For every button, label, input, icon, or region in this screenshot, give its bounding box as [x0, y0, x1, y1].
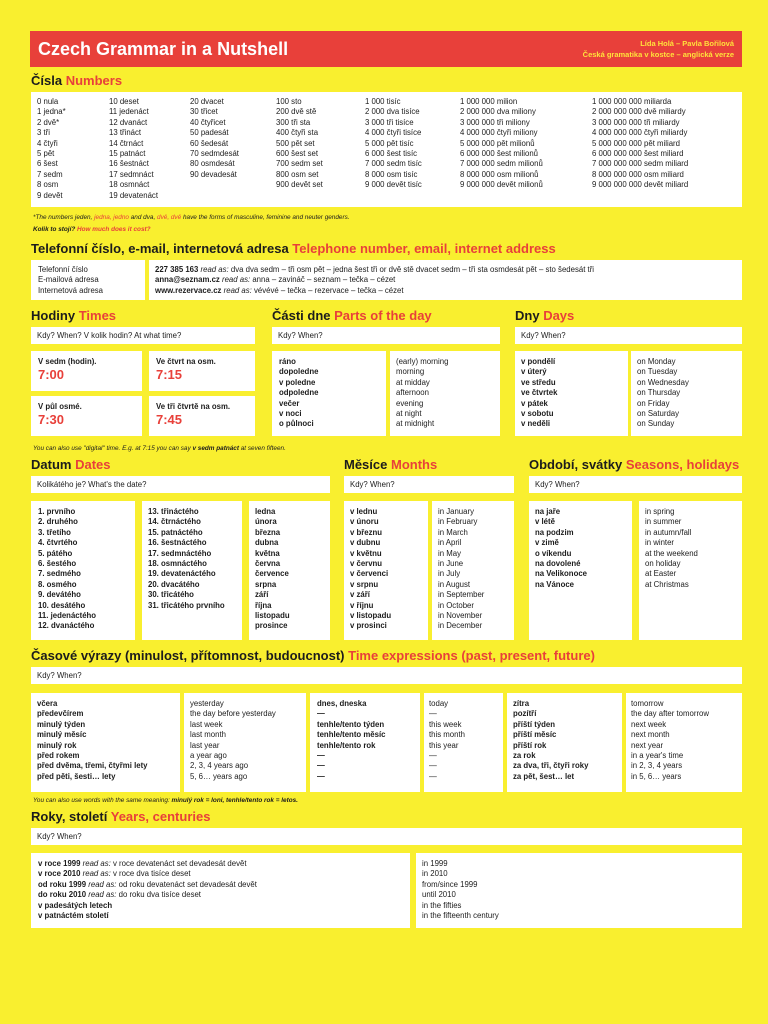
list-item: 50 padesát	[190, 128, 229, 138]
list-item: on Saturday	[637, 409, 680, 419]
list-item: v prosinci	[350, 621, 387, 631]
list-item: 300 tři sta	[276, 117, 311, 127]
list-item: 18 osmnáct	[109, 180, 150, 190]
list-item: Telefonní číslo	[38, 265, 88, 274]
list-item: E-mailová adresa	[38, 275, 99, 285]
list-item: 8. osmého	[38, 579, 77, 589]
list-item: v září	[350, 590, 370, 600]
list-item: září	[255, 590, 269, 600]
dates-col-months	[249, 501, 330, 640]
list-item: 9 000 devět tisíc	[365, 180, 422, 190]
list-item: 200 dvě stě	[276, 107, 317, 117]
list-item: 5. pátého	[38, 548, 73, 558]
list-item: 19 devatenáct	[109, 190, 158, 200]
list-item: on Wednesday	[637, 377, 689, 387]
list-item: 2, 3, 4 years ago	[190, 761, 249, 771]
times-digital-note: You can also use "digital" time. E.g. at 7:15 you can say v sedm patnáct at seven fifteen.	[33, 445, 286, 452]
list-item: 14. čtrnáctého	[148, 517, 201, 527]
list-item: minulý měsíc	[37, 730, 87, 740]
list-item: 6 000 000 šest milionů	[460, 149, 539, 159]
list-item: 8 000 000 000 osm miliard	[592, 169, 684, 179]
phone-examples	[149, 260, 742, 300]
list-item: last year	[190, 740, 220, 750]
list-item: 18. osmnáctého	[148, 559, 207, 569]
example-row: 227 385 163 read as: dva dva sedm – tři osm pět – jedna šest tři or dvě stě dvacet sedm – tři sta osmdesát pět – sto šedesát tři	[155, 265, 595, 274]
list-item: 5 pět	[37, 149, 55, 159]
list-item: ve středu	[521, 377, 556, 387]
list-item: morning	[396, 367, 425, 377]
list-item: pozítří	[513, 709, 537, 719]
list-item: 11 jedenáct	[109, 107, 149, 117]
list-item: in February	[438, 517, 478, 527]
list-item: the day before yesterday	[190, 709, 276, 719]
list-item: prosince	[255, 621, 288, 631]
list-item: 12 dvanáct	[109, 117, 148, 127]
example-row: v padesátých letech	[38, 900, 113, 910]
list-item: večer	[279, 398, 300, 408]
page-title: Czech Grammar in a Nutshell	[38, 38, 289, 59]
list-item: next month	[631, 730, 670, 740]
list-item: at the weekend	[645, 548, 698, 558]
list-item: 9. devátého	[38, 590, 81, 600]
numbers-heading: Čísla Numbers	[31, 73, 123, 88]
seasons-question: Kdy? When?	[529, 476, 742, 493]
list-item: 14 čtrnáct	[109, 138, 144, 148]
list-item: 70 sedmdesát	[190, 149, 239, 159]
list-item: 30. třicátého	[148, 590, 194, 600]
list-item: v únoru	[350, 517, 379, 527]
author-block	[583, 38, 734, 60]
list-item: června	[255, 559, 281, 569]
list-item: in October	[438, 600, 474, 610]
list-item: před rokem	[37, 751, 80, 761]
months-heading: Měsíce Months	[344, 457, 438, 472]
list-item: in summer	[645, 517, 682, 527]
list-item: 2 000 dva tisíce	[365, 107, 420, 117]
list-item: v dubnu	[350, 538, 381, 548]
list-item: —	[317, 761, 325, 771]
list-item: 13. třináctého	[148, 507, 199, 516]
list-item: in November	[438, 611, 483, 621]
time-cell-715: Ve čtvrt na osm. 7:15	[149, 351, 255, 391]
list-item: 40 čtyřicet	[190, 117, 226, 127]
numbers-table	[31, 92, 742, 207]
list-item: 2 dvě*	[37, 117, 60, 127]
list-item: 17 sedmnáct	[109, 169, 154, 179]
list-item: 4 000 000 čtyři miliony	[460, 128, 538, 138]
list-item: v březnu	[350, 527, 383, 537]
example-row: do roku 2010 read as: do roku dva tisíce deset	[38, 890, 201, 900]
list-item: 16 šestnáct	[109, 159, 149, 169]
list-item: v poledne	[279, 377, 316, 387]
list-item: února	[255, 517, 277, 527]
list-item: a year ago	[190, 751, 227, 761]
list-item: v pondělí	[521, 357, 556, 366]
parts-heading: Části dne Parts of the day	[272, 308, 432, 323]
list-item: —	[429, 709, 437, 719]
list-item: před pěti, šesti… lety	[37, 771, 116, 781]
years-rows	[38, 859, 257, 921]
list-item: in January	[438, 507, 474, 516]
parts-question: Kdy? When?	[272, 327, 500, 344]
list-item: 8 000 osm tisíc	[365, 169, 418, 179]
seasons-en	[639, 501, 742, 640]
list-item: 20. dvacátého	[148, 579, 200, 589]
list-item: na jaře	[535, 507, 561, 516]
list-item: na podzim	[535, 527, 574, 537]
list-item: tenhle/tento rok	[317, 740, 376, 750]
list-item: května	[255, 548, 280, 558]
list-item: 0 nula	[37, 97, 59, 106]
list-item: předevčírem	[37, 709, 84, 719]
list-item: 400 čtyři sta	[276, 128, 319, 138]
list-item: in July	[438, 569, 461, 579]
phone-rows	[155, 265, 594, 296]
list-item: 4 000 čtyři tisíce	[365, 128, 422, 138]
list-item: dubna	[255, 538, 279, 548]
numbers-col-tens	[190, 97, 239, 180]
list-item: na Vánoce	[535, 579, 574, 589]
list-item: at Christmas	[645, 579, 689, 589]
list-item: 7. sedmého	[38, 569, 81, 579]
list-item: tenhle/tento měsíc	[317, 730, 386, 740]
list-item: příští rok	[513, 740, 547, 750]
list-item: 7 000 sedm tisíc	[365, 159, 422, 169]
list-item: 5 000 000 pět milionů	[460, 138, 535, 148]
example-row: www.rezervace.cz read as: vévévé – tečka – rezervace – tečka – cézet	[155, 285, 404, 295]
list-item: in 2010	[422, 869, 448, 879]
list-item: in winter	[645, 538, 675, 548]
list-item: today	[429, 699, 449, 708]
time-cell-700: V sedm (hodin). 7:00	[31, 351, 142, 391]
seasons-cz	[529, 501, 632, 640]
list-item: 2 000 000 000 dvě miliardy	[592, 107, 686, 117]
example-row: v patnáctém století	[38, 911, 109, 921]
list-item: 700 sedm set	[276, 159, 323, 169]
list-item: in June	[438, 559, 464, 569]
list-item: in spring	[645, 507, 675, 516]
list-item: 7 000 000 000 sedm miliard	[592, 159, 689, 169]
numbers-col-hundreds	[276, 97, 323, 191]
years-cz	[31, 853, 410, 928]
expr-future-cz	[507, 693, 622, 792]
list-item: v listopadu	[350, 611, 392, 621]
expr-future-en	[626, 693, 742, 792]
list-item: in March	[438, 527, 468, 537]
list-item: —	[429, 761, 437, 771]
months-en	[432, 501, 514, 640]
numbers-gender-note: *The numbers jeden, jedna, jedno and dva, dvě, dvě have the forms of masculine, feminine and neuter genders.	[33, 214, 350, 221]
list-item: 6. šestého	[38, 559, 77, 569]
list-item: 3 000 tři tisíce	[365, 117, 414, 127]
times-question: Kdy? When? V kolik hodin? At what time?	[31, 327, 255, 344]
list-item: afternoon	[396, 388, 429, 398]
list-item: 2 000 000 dva miliony	[460, 107, 536, 117]
list-item: 5, 6… years ago	[190, 771, 248, 781]
list-item: za dva, tři, čtyři roky	[513, 761, 589, 771]
list-item: 17. sedmnáctého	[148, 548, 212, 558]
list-item: on Thursday	[637, 388, 681, 398]
list-item: at midnight	[396, 419, 435, 429]
list-item: in autumn/fall	[645, 527, 692, 537]
list-item: v úterý	[521, 367, 547, 377]
list-item: 3 tři	[37, 128, 50, 138]
list-item: 3 000 000 000 tři miliardy	[592, 117, 680, 127]
list-item: listopadu	[255, 611, 290, 621]
expr-present-cz	[310, 693, 420, 792]
numbers-col-billions	[592, 97, 688, 191]
dates-question: Kolikátého je? What's the date?	[31, 476, 330, 493]
times-heading: Hodiny Times	[31, 308, 117, 323]
dates-heading: Datum Dates	[31, 457, 111, 472]
list-item: in April	[438, 538, 462, 548]
list-item: 13 třináct	[109, 128, 142, 138]
book-subtitle: Česká gramatika v kostce – anglická verze	[582, 50, 734, 59]
list-item: 1. prvního	[38, 507, 76, 516]
list-item: 8 osm	[37, 180, 59, 190]
list-item: 31. třicátého prvního	[148, 600, 225, 610]
list-item: v květnu	[350, 548, 382, 558]
list-item: 12. dvanáctého	[38, 621, 95, 631]
days-question: Kdy? When?	[515, 327, 742, 344]
list-item: in August	[438, 579, 471, 589]
list-item: na dovolené	[535, 559, 581, 569]
list-item: příští týden	[513, 719, 556, 729]
months-question: Kdy? When?	[344, 476, 514, 493]
list-item: 6 000 000 000 šest miliard	[592, 149, 684, 159]
list-item: v červnu	[350, 559, 383, 569]
list-item: this month	[429, 730, 465, 740]
list-item: srpna	[255, 579, 277, 589]
list-item: v zimě	[535, 538, 559, 548]
list-item: tenhle/tento týden	[317, 719, 385, 729]
list-item: in a year's time	[631, 751, 684, 761]
list-item: 19. devatenáctého	[148, 569, 216, 579]
list-item: ráno	[279, 357, 296, 366]
list-item: 1 jedna*	[37, 107, 66, 117]
list-item: last week	[190, 719, 223, 729]
list-item: v noci	[279, 409, 302, 419]
seasons-heading: Období, svátky Seasons, holidays	[529, 457, 740, 472]
phone-labels	[31, 260, 145, 300]
list-item: in the fifteenth century	[422, 911, 499, 921]
dates-col-1	[31, 501, 135, 640]
list-item: 10 deset	[109, 97, 139, 106]
list-item: from/since 1999	[422, 879, 478, 889]
expr-note: You can also use words with the same meaning: minulý rok = loni, tenhle/tento rok = letos.	[33, 797, 298, 804]
list-item: zítra	[513, 699, 530, 708]
list-item: minulý týden	[37, 719, 86, 729]
list-item: 600 šest set	[276, 149, 319, 159]
expr-present-en	[424, 693, 503, 792]
list-item: v říjnu	[350, 600, 374, 610]
list-item: 7 000 000 sedm milionů	[460, 159, 543, 169]
list-item: 90 devadesát	[190, 169, 237, 179]
list-item: 6 šest	[37, 159, 58, 169]
list-item: včera	[37, 699, 58, 708]
example-row: v roce 2010 read as: v roce dva tisíce deset	[38, 869, 191, 879]
list-item: 4 000 000 000 čtyři miliardy	[592, 128, 688, 138]
list-item: března	[255, 527, 281, 537]
list-item: dopoledne	[279, 367, 319, 377]
list-item: 7 sedm	[37, 169, 63, 179]
list-item: příští měsíc	[513, 730, 557, 740]
list-item: on Monday	[637, 357, 676, 366]
list-item: 800 osm set	[276, 169, 319, 179]
list-item: 80 osmdesát	[190, 159, 235, 169]
list-item: in September	[438, 590, 485, 600]
list-item: 3 000 000 tři miliony	[460, 117, 530, 127]
expr-heading: Časové výrazy (minulost, přítomnost, budoucnost) Time expressions (past, present, future)	[31, 648, 595, 663]
parts-cz	[272, 351, 386, 436]
list-item: před dvěma, třemi, čtyřmi lety	[37, 761, 148, 771]
list-item: 4. čtvrtého	[38, 538, 78, 548]
list-item: last month	[190, 730, 226, 740]
list-item: on Friday	[637, 398, 670, 408]
years-question: Kdy? When?	[31, 828, 742, 845]
list-item: the day after tomorrow	[631, 709, 710, 719]
list-item: 9 000 000 devět milionů	[460, 180, 543, 190]
example-row: v roce 1999 read as: v roce devatenáct set devadesát devět	[38, 859, 247, 868]
list-item: next week	[631, 719, 667, 729]
list-item: this year	[429, 740, 459, 750]
parts-en	[390, 351, 500, 436]
list-item: —	[317, 771, 325, 781]
list-item: na Velikonoce	[535, 569, 588, 579]
list-item: v srpnu	[350, 579, 379, 589]
expr-question: Kdy? When?	[31, 667, 742, 684]
list-item: odpoledne	[279, 388, 319, 398]
phone-heading: Telefonní číslo, e-mail, internetová adresa Telephone number, email, internet address	[31, 241, 556, 256]
cost-question: Kolik to stojí? How much does it cost?	[33, 226, 151, 233]
authors: Lída Holá – Pavla Bořilová	[640, 39, 734, 48]
list-item: 11. jedenáctého	[38, 611, 97, 621]
list-item: 16. šestnáctého	[148, 538, 207, 548]
list-item: července	[255, 569, 289, 579]
days-en	[631, 351, 742, 436]
list-item: —	[317, 709, 325, 719]
list-item: Internetová adresa	[38, 285, 104, 295]
list-item: at midday	[396, 377, 430, 387]
years-heading: Roky, století Years, centuries	[31, 809, 211, 824]
list-item: v neděli	[521, 419, 551, 429]
list-item: v pátek	[521, 398, 548, 408]
list-item: za pět, šest… let	[513, 771, 575, 781]
list-item: 900 devět set	[276, 180, 323, 190]
list-item: on Sunday	[637, 419, 675, 429]
list-item: v sobotu	[521, 409, 554, 419]
list-item: this week	[429, 719, 462, 729]
list-item: in December	[438, 621, 483, 631]
dates-col-2	[142, 501, 242, 640]
list-item: 2. druhého	[38, 517, 78, 527]
example-row: od roku 1999 read as: od roku devatenáct set devadesát devět	[38, 879, 257, 889]
list-item: 100 sto	[276, 97, 302, 106]
list-item: 1 000 000 milion	[460, 97, 518, 106]
list-item: 1 000 000 000 miliarda	[592, 97, 672, 106]
list-item: until 2010	[422, 890, 456, 900]
list-item: v létě	[535, 517, 555, 527]
list-item: 5 000 000 000 pět miliard	[592, 138, 680, 148]
list-item: in 1999	[422, 859, 448, 868]
list-item: at night	[396, 409, 422, 419]
list-item: minulý rok	[37, 740, 77, 750]
expr-past-en	[184, 693, 306, 792]
list-item: in the fifties	[422, 900, 462, 910]
years-en	[416, 853, 742, 928]
list-item: in 5, 6… years	[631, 771, 682, 781]
list-item: tomorrow	[631, 699, 664, 708]
list-item: ledna	[255, 507, 276, 516]
title-banner	[30, 31, 742, 67]
list-item: 10. desátého	[38, 600, 86, 610]
time-cell-745: Ve tři čtvrtě na osm. 7:45	[149, 396, 255, 436]
list-item: on holiday	[645, 559, 681, 569]
list-item: 4 čtyři	[37, 138, 58, 148]
list-item: in May	[438, 548, 461, 558]
days-cz	[515, 351, 628, 436]
list-item: 15 patnáct	[109, 149, 146, 159]
list-item: o půlnoci	[279, 419, 314, 429]
list-item: 6 000 šest tisíc	[365, 149, 418, 159]
list-item: 3. třetího	[38, 527, 71, 537]
list-item: 60 šedesát	[190, 138, 229, 148]
list-item: dnes, dneska	[317, 699, 367, 708]
list-item: října	[255, 600, 272, 610]
numbers-col-millions	[460, 97, 543, 191]
list-item: 20 dvacet	[190, 97, 224, 106]
list-item: —	[429, 771, 437, 781]
list-item: 5 000 pět tisíc	[365, 138, 414, 148]
list-item: next year	[631, 740, 664, 750]
list-item: 30 třicet	[190, 107, 218, 117]
list-item: v lednu	[350, 507, 378, 516]
numbers-col-teens	[109, 97, 158, 201]
list-item: on Tuesday	[637, 367, 678, 377]
numbers-col-units	[37, 97, 66, 201]
list-item: evening	[396, 398, 424, 408]
list-item: o víkendu	[535, 548, 572, 558]
list-item: yesterday	[190, 699, 224, 708]
time-cell-730: V půl osmé. 7:30	[31, 396, 142, 436]
phone-label-list	[38, 265, 103, 296]
list-item: 500 pět set	[276, 138, 315, 148]
list-item: 15. patnáctého	[148, 527, 203, 537]
list-item: ve čtvrtek	[521, 388, 558, 398]
list-item: 8 000 000 osm milionů	[460, 169, 539, 179]
numbers-col-thousands	[365, 97, 422, 191]
list-item: in 2, 3, 4 years	[631, 761, 683, 771]
list-item: —	[317, 751, 325, 761]
expr-past-cz	[31, 693, 180, 792]
list-item: 9 devět	[37, 190, 63, 200]
list-item: za rok	[513, 751, 536, 761]
list-item: 1 000 tisíc	[365, 97, 401, 106]
list-item: at Easter	[645, 569, 677, 579]
list-item: (early) morning	[396, 357, 449, 366]
example-row: anna@seznam.cz read as: anna – zavináč – seznam – tečka – cézet	[155, 275, 396, 285]
days-heading: Dny Days	[515, 308, 575, 323]
list-item: —	[429, 751, 437, 761]
months-cz	[344, 501, 428, 640]
list-item: 9 000 000 000 devět miliard	[592, 180, 689, 190]
list-item: v červenci	[350, 569, 389, 579]
